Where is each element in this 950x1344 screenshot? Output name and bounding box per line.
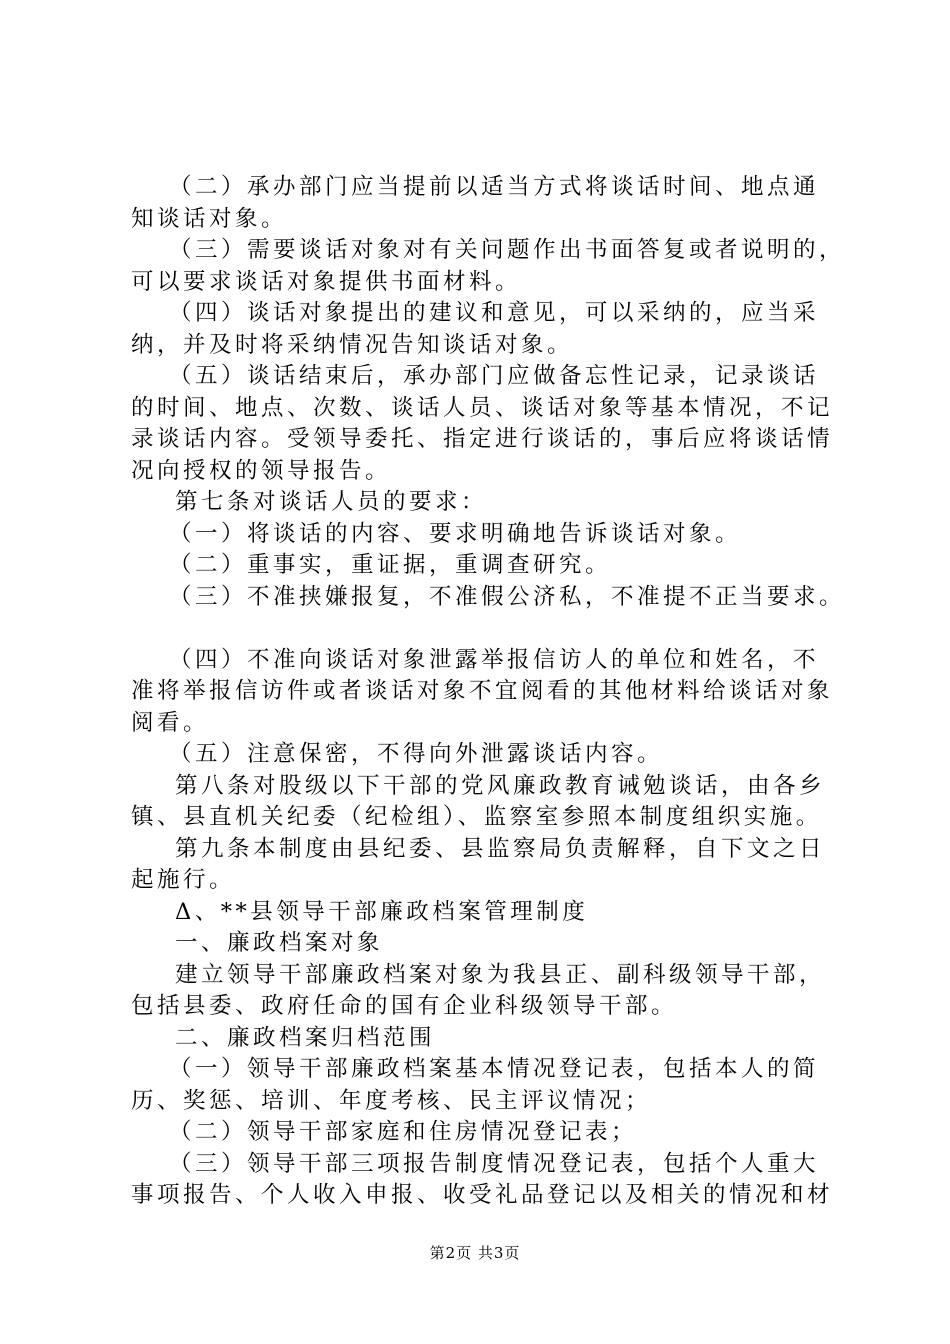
text-line: （二）承办部门应当提前以适当方式将谈话时间、地点通 <box>169 174 820 200</box>
text-line: （四）谈话对象提出的建议和意见，可以采纳的，应当采 <box>169 300 820 326</box>
text-line: 建立领导干部廉政档案对象为我县正、副科级领导干部， <box>175 961 826 988</box>
article-heading: 第七条对谈话人员的要求： <box>175 489 488 515</box>
section-heading: 二、廉政档案归档范围 <box>175 1024 436 1051</box>
text-line: （二）重事实，重证据，重调查研究。 <box>169 552 612 578</box>
article-heading: 第八条对股级以下干部的党风廉政教育诫勉谈话，由各乡 <box>175 772 826 799</box>
text-line: （三）不准挟嫌报复，不准假公济私，不准提不正当要求。 <box>169 583 846 610</box>
section-heading: 一、廉政档案对象 <box>175 930 384 956</box>
text-line: 可以要求谈话对象提供书面材料。 <box>131 268 522 295</box>
text-line: 况向授权的领导报告。 <box>131 457 392 484</box>
text-line: 的时间、地点、次数、谈话人员、谈话对象等基本情况，不记 <box>131 394 834 421</box>
text-line: （一）领导干部廉政档案基本情况登记表，包括本人的简 <box>169 1056 820 1082</box>
text-line: （三）领导干部三项报告制度情况登记表，包括个人重大 <box>169 1150 820 1177</box>
text-line: 镇、县直机关纪委（纪检组）、监察室参照本制度组织实施。 <box>131 804 822 830</box>
text-line: 事项报告、个人收入申报、收受礼品登记以及相关的情况和材 <box>131 1182 834 1208</box>
text-line: （五）谈话结束后，承办部门应做备忘性记录，记录谈话 <box>169 363 820 389</box>
text-line: （四）不准向谈话对象泄露举报信访人的单位和姓名，不 <box>169 646 820 673</box>
text-line: （三）需要谈话对象对有关问题作出书面答复或者说明的， <box>169 237 846 263</box>
text-line: 阅看。 <box>131 709 210 736</box>
text-line: （一）将谈话的内容、要求明确地告诉谈话对象。 <box>169 520 742 547</box>
text-line: 包括县委、政府任命的国有企业科级领导干部。 <box>131 993 678 1019</box>
text-line: （二）领导干部家庭和住房情况登记表； <box>169 1119 638 1145</box>
document-body <box>131 172 846 1212</box>
text-line: （五）注意保密，不得向外泄露谈话内容。 <box>169 741 664 767</box>
paragraph-gap <box>131 613 836 645</box>
text-line: 录谈话内容。受领导委托、指定进行谈话的，事后应将谈话情 <box>131 426 834 452</box>
page-number-footer: 第2页 共3页 <box>429 1244 521 1262</box>
text-line: 知谈话对象。 <box>131 205 288 232</box>
section-title: Δ、**县领导干部廉政档案管理制度 <box>175 898 589 925</box>
text-line: 纳，并及时将采纳情况告知谈话对象。 <box>131 331 574 358</box>
text-line: 历、奖惩、培训、年度考核、民主评议情况； <box>131 1087 652 1114</box>
text-line: 起施行。 <box>131 867 236 893</box>
text-line: 准将举报信访件或者谈话对象不宜阅看的其他材料给谈话对象 <box>131 678 834 704</box>
article-heading: 第九条本制度由县纪委、县监察局负责解释，自下文之日 <box>175 835 826 862</box>
